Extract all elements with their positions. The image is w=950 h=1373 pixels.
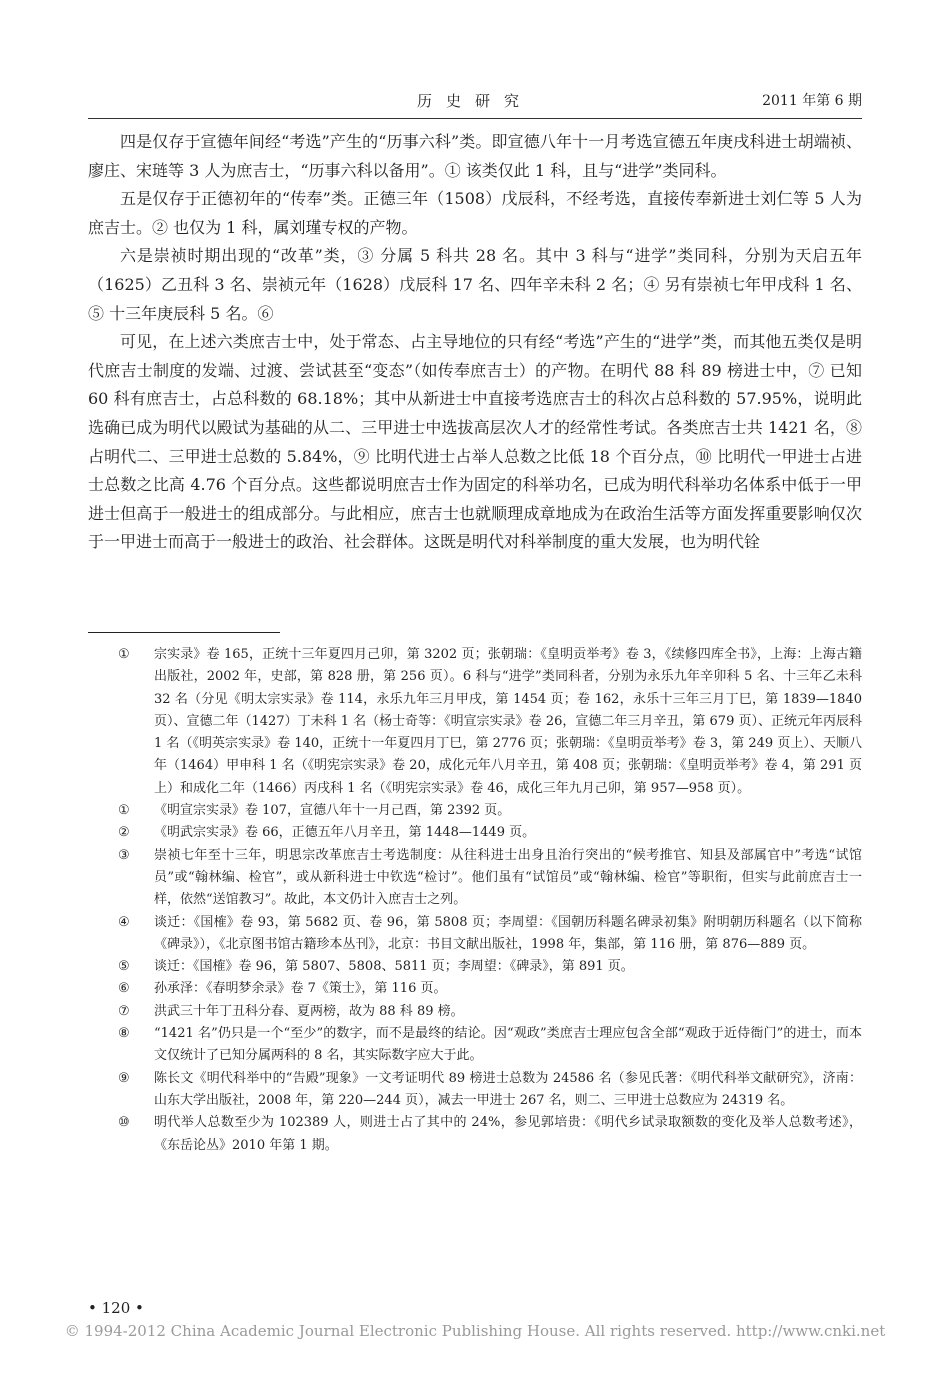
footnote-text: 谈迁：《国榷》卷 93，第 5682 页、卷 96，第 5808 页；李周望：《国朝历科题名碑录初集》附明朝历科题名（以下简称《碑录》），《北京图书馆古籍珍本丛刊》，北京：书目文献出版社，1998 年，集部，第 116 册，第 876—889 页。 xyxy=(154,914,862,952)
paragraph: 五是仅存于正德初年的“传奉”类。正德三年（1508）戊辰科，不经考选，直接传奉新进士刘仁等 5 人为庶吉士。② 也仅为 1 科，属刘瑾专权的产物。 xyxy=(88,189,862,237)
body-text xyxy=(88,128,862,557)
footnote-mark: ⑤ xyxy=(118,959,130,975)
footnote xyxy=(118,912,862,957)
footnote xyxy=(118,956,862,978)
footnote xyxy=(118,1001,862,1023)
paragraph: 六是崇祯时期出现的“改革”类，③ 分属 5 科共 28 名。其中 3 科与“进学”类同科，分别为天启五年（1625）乙丑科 3 名、崇祯元年（1628）戊辰科 17 名、四年辛未科 2 名；④ 另有崇祯七年甲戌科 1 名、⑤ 十三年庚辰科 5 名。⑥ xyxy=(88,246,862,323)
footnote-text: 崇祯七年至十三年，明思宗改革庶吉士考选制度：从往科进士出身且治行突出的“候考推官、知县及部属官中”考选“试馆员”或“翰林编、检官”，或从新科进士中钦选“检讨”。他们虽有“试馆员”或“翰林编、检官”等职衔，但实与此前庶吉士一样，依然“送馆教习”。故此，本文仍计入庶吉士之列。 xyxy=(154,847,862,908)
footnote xyxy=(118,644,862,800)
footnote-text: 洪武三十年丁丑科分春、夏两榜，故为 88 科 89 榜。 xyxy=(154,1003,464,1019)
footnote xyxy=(118,845,862,912)
footnote-mark: ④ xyxy=(118,914,130,930)
footnote-mark: ① xyxy=(118,647,130,662)
issue-label: 2011 年第 6 期 xyxy=(762,93,862,109)
footnote-mark: ① xyxy=(118,803,130,819)
footnote-text: “1421 名”仍只是一个“至少”的数字，而不是最终的结论。因“观政”类庶吉士理应包含全部“观政于近侍衙门”的进士，而本文仅统计了已知分属两科的 8 名，其实际数字应大于此。 xyxy=(154,1026,862,1064)
footnote-text: 《明宣宗实录》卷 107，宣德八年十一月己酉，第 2392 页。 xyxy=(154,803,511,819)
footnote-mark: ⑥ xyxy=(118,981,130,997)
footnote xyxy=(118,978,862,1000)
footnote xyxy=(118,1112,862,1157)
footnote-text: 《明武宗实录》卷 66，正德五年八月辛丑，第 1448—1449 页。 xyxy=(154,825,536,841)
footnote xyxy=(118,822,862,844)
footnote-mark: ⑨ xyxy=(118,1070,130,1086)
footnotes xyxy=(118,644,862,1157)
running-header xyxy=(88,90,862,114)
footnote-mark: ⑦ xyxy=(118,1003,130,1019)
journal-title: 历史研究 xyxy=(416,92,533,110)
footnote-text: 孙承泽：《春明梦余录》卷 7《策士》，第 116 页。 xyxy=(154,981,447,997)
footnote xyxy=(118,800,862,822)
header-divider xyxy=(88,118,862,119)
footnote-divider xyxy=(88,632,280,633)
footnote-mark: ⑧ xyxy=(118,1026,130,1042)
footnote-mark: ③ xyxy=(118,847,130,863)
footnote-text: 明代举人总数至少为 102389 人，则进士占了其中的 24%，参见郭培贵：《明代乡试录取额数的变化及举人总数考述》，《东岳论丛》2010 年第 1 期。 xyxy=(154,1115,862,1153)
page-number: • 120 • xyxy=(88,1299,144,1317)
paragraph: 四是仅存于宣德年间经“考选”产生的“历事六科”类。即宣德八年十一月考选宣德五年庚戌科进士胡端祯、廖庄、宋琏等 3 人为庶吉士，“历事六科以备用”。① 该类仅此 1 科，且与“进学”类同科。 xyxy=(88,132,862,180)
footnote-text: 谈迁：《国榷》卷 96，第 5807、5808、5811 页；李周望：《碑录》，第 891 页。 xyxy=(154,959,634,975)
copyright-notice: © 1994-2012 China Academic Journal Electronic Publishing House. All rights reserved. http://www.cnki.net xyxy=(64,1322,886,1340)
footnote xyxy=(118,1068,862,1113)
footnote-mark: ⑩ xyxy=(118,1115,130,1131)
footnote-text: 陈长文《明代科举中的“告殿”现象》一文考证明代 89 榜进士总数为 24586 名（参见氏著：《明代科举文献研究》，济南：山东大学出版社，2008 年，第 220—244 页），减去一甲进士 267 名，则二、三甲进士总数应为 24319 名。 xyxy=(154,1070,862,1108)
footnote xyxy=(118,1023,862,1068)
footnote-text: 宗实录》卷 165，正统十三年夏四月己卯，第 3202 页；张朝瑞：《皇明贡举考》卷 3，《续修四库全书》，上海：上海古籍出版社，2002 年，史部，第 828 册，第 256 页）。6 科与“进学”类同科者，分别为永乐九年辛卯科 5 名、十三年乙未科 32 名（分见《明太宗实录》卷 114，永乐九年三月甲戌，第 1454 页；卷 162，永乐十三年三月丁巳，第 1839—1840 页）、宣德二年（1427）丁未科 1 名（杨士奇等：《明宣宗实录》卷 26，宣德二年三月辛丑，第 679 页）、正统元年丙辰科 1 名（《明英宗实录》卷 140，正统十一年夏四月丁巳，第 2776 页；张朝瑞：《皇明贡举考》卷 3，第 249 页上）、天顺八年（1464）甲申科 1 名（《明宪宗实录》卷 20，成化元年八月辛丑，第 408 页；张朝瑞：《皇明贡举考》卷 4，第 291 页上）和成化二年（1466）丙戌科 1 名（《明宪宗实录》卷 46，成化三年九月己卯，第 957—958 页）。 xyxy=(154,647,862,796)
footnote-mark: ② xyxy=(118,825,130,841)
paragraph: 可见，在上述六类庶吉士中，处于常态、占主导地位的只有经“考选”产生的“进学”类，而其他五类仅是明代庶吉士制度的发端、过渡、尝试甚至“变态”（如传奉庶吉士）的产物。在明代 88 科 89 榜进士中，⑦ 已知 60 科有庶吉士，占总科数的 68.18%；其中从新进士中直接考选庶吉士的科次占总科数的 57.95%，说明此选确已成为明代以殿试为基础的从二、三甲进士中选拔高层次人才的经常性考试。各类庶吉士共 1421 名，⑧ 占明代二、三甲进士总数的 5.84%，⑨ 比明代进士占举人总数之比低 18 个百分点，⑩ 比明代一甲进士占进士总数之比高 4.76 个百分点。这些都说明庶吉士作为固定的科举功名，已成为明代科举功名体系中低于一甲进士但高于一般进士的组成部分。与此相应，庶吉士也就顺理成章地成为在政治生活等方面发挥重要影响仅次于一甲进士而高于一般进士的政治、社会群体。这既是明代对科举制度的重大发展，也为明代铨 xyxy=(88,332,862,552)
